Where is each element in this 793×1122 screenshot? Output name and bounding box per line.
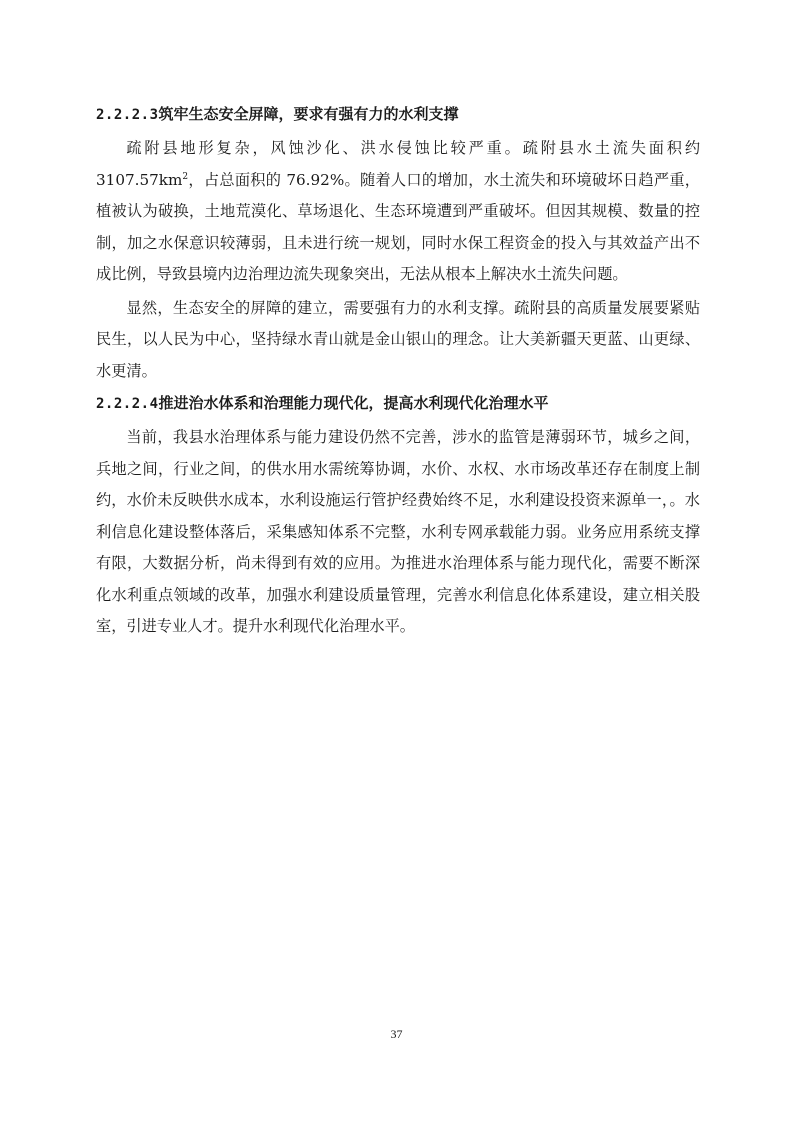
paragraph-text: ，占总面积的 76.92%。随着人口的增加，水土流失和环境破坏日趋严重，植被认为破换，土地荒漠化、草场退化、生态环境遭到严重破坏。但因其规模、数量的控制，加之水保意识较薄弱，且未进行统一规划，同时水保工程资金的投入与其效益产出不成比例，导致县境内边治理边流失现象突出，无法从根本上解决水土流失问题。 — [96, 170, 700, 283]
paragraph — [96, 133, 700, 291]
paragraph-text: 疏附县地形复杂，风蚀沙化、洪水侵蚀比较严重。疏附县水土流失面积约3107.57km — [96, 139, 700, 189]
section-heading — [96, 104, 700, 125]
section-heading — [96, 393, 700, 414]
document-body — [96, 104, 700, 643]
section-title: 筑牢生态安全屏障，要求有强有力的水利支撑 — [158, 105, 459, 123]
page-number: 37 — [390, 1027, 403, 1041]
section-2-2-2-4 — [96, 393, 700, 643]
paragraph: 显然，生态安全的屏障的建立，需要强有力的水利支撑。疏附县的高质量发展要紧贴民生，以人民为中心，坚持绿水青山就是金山银山的理念。让大美新疆天更蓝、山更绿、水更清。 — [96, 298, 700, 380]
section-title: 推进治水体系和治理能力现代化，提高水利现代化治理水平 — [158, 394, 549, 412]
superscript: 2 — [182, 171, 189, 182]
section-number: 2.2.2.3 — [96, 107, 159, 123]
paragraph: 当前，我县水治理体系与能力建设仍然不完善，涉水的监管是薄弱环节，城乡之间，兵地之间，行业之间，的供水用水需统筹协调，水价、水权、水市场改革还存在制度上制约，水价未反映供水成本，水利设施运行管护经费始终不足，水利建设投资来源单一，。水利信息化建设整体落后，采集感知体系不完整，水利专网承载能力弱。业务应用系统支撑有限，大数据分析，尚未得到有效的应用。为推进水治理体系与能力现代化，需要不断深化水利重点领域的改革，加强水利建设质量管理，完善水利信息化体系建设，建立相关股室，引进专业人才。提升水利现代化治理水平。 — [96, 428, 700, 635]
section-2-2-2-3 — [96, 104, 700, 387]
section-number: 2.2.2.4 — [96, 396, 159, 412]
